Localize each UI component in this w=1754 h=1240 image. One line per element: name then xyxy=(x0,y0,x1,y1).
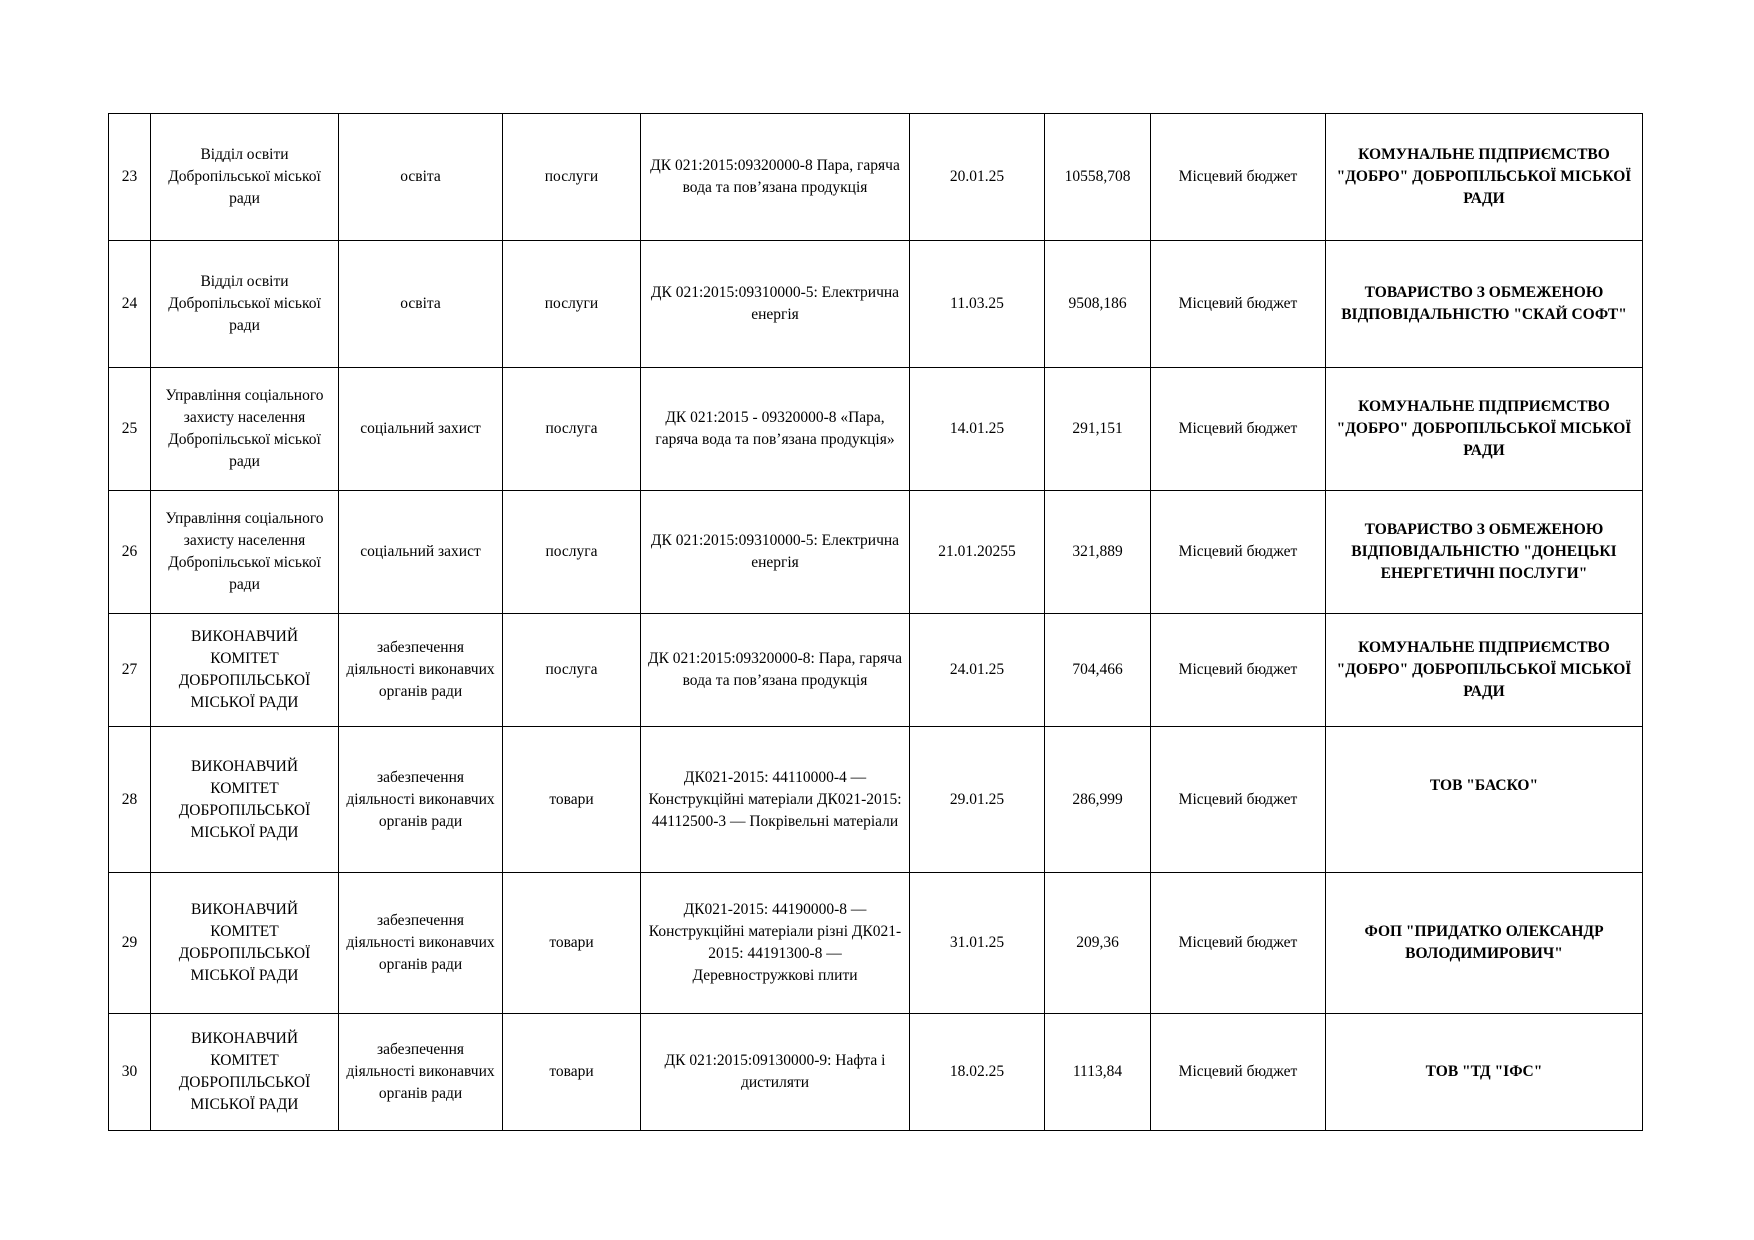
table-row xyxy=(109,873,1643,1014)
date-cell: 24.01.25 xyxy=(910,614,1045,727)
sector-cell: соціальний захист xyxy=(339,368,503,491)
table-row xyxy=(109,114,1643,241)
customer-cell: Відділ освіти Добропільської міської ради xyxy=(151,241,339,368)
supplier-cell: ТОВ "ТД "ІФС" xyxy=(1326,1014,1643,1131)
row-number: 29 xyxy=(109,873,151,1014)
amount-cell: 1113,84 xyxy=(1045,1014,1151,1131)
supplier-cell: КОМУНАЛЬНЕ ПІДПРИЄМСТВО "ДОБРО" ДОБРОПІЛЬСЬКОЇ МІСЬКОЇ РАДИ xyxy=(1326,368,1643,491)
funding-source-cell: Місцевий бюджет xyxy=(1151,727,1326,873)
row-number: 28 xyxy=(109,727,151,873)
date-cell: 20.01.25 xyxy=(910,114,1045,241)
table-row xyxy=(109,727,1643,873)
date-cell: 21.01.20255 xyxy=(910,491,1045,614)
funding-source-cell: Місцевий бюджет xyxy=(1151,368,1326,491)
table-row xyxy=(109,491,1643,614)
subject-cell: ДК021-2015: 44110000-4 — Конструкційні матеріали ДК021-2015: 44112500-3 — Покрівельні матеріали xyxy=(641,727,910,873)
supplier-cell: ТОВ "БАСКО" xyxy=(1326,727,1643,873)
sector-cell: соціальний захист xyxy=(339,491,503,614)
supplier-cell: ТОВАРИСТВО З ОБМЕЖЕНОЮ ВІДПОВІДАЛЬНІСТЮ "СКАЙ СОФТ" xyxy=(1326,241,1643,368)
funding-source-cell: Місцевий бюджет xyxy=(1151,1014,1326,1131)
procurement-type-cell: послуги xyxy=(503,114,641,241)
customer-cell: ВИКОНАВЧИЙ КОМІТЕТ ДОБРОПІЛЬСЬКОЇ МІСЬКОЇ РАДИ xyxy=(151,727,339,873)
table-row xyxy=(109,368,1643,491)
table-row xyxy=(109,241,1643,368)
customer-cell: Управління соціального захисту населення Добропільської міської ради xyxy=(151,491,339,614)
supplier-cell: КОМУНАЛЬНЕ ПІДПРИЄМСТВО "ДОБРО" ДОБРОПІЛЬСЬКОЇ МІСЬКОЇ РАДИ xyxy=(1326,114,1643,241)
supplier-cell: ТОВАРИСТВО З ОБМЕЖЕНОЮ ВІДПОВІДАЛЬНІСТЮ "ДОНЕЦЬКІ ЕНЕРГЕТИЧНІ ПОСЛУГИ" xyxy=(1326,491,1643,614)
supplier-cell: КОМУНАЛЬНЕ ПІДПРИЄМСТВО "ДОБРО" ДОБРОПІЛЬСЬКОЇ МІСЬКОЇ РАДИ xyxy=(1326,614,1643,727)
procurement-type-cell: послуга xyxy=(503,614,641,727)
procurement-table xyxy=(108,113,1643,1131)
subject-cell: ДК 021:2015:09130000-9: Нафта і дистиляти xyxy=(641,1014,910,1131)
row-number: 24 xyxy=(109,241,151,368)
sector-cell: забезпечення діяльності виконавчих органів ради xyxy=(339,614,503,727)
row-number: 30 xyxy=(109,1014,151,1131)
date-cell: 14.01.25 xyxy=(910,368,1045,491)
amount-cell: 10558,708 xyxy=(1045,114,1151,241)
amount-cell: 291,151 xyxy=(1045,368,1151,491)
subject-cell: ДК 021:2015:09320000-8 Пара, гаряча вода та пов’язана продукція xyxy=(641,114,910,241)
date-cell: 31.01.25 xyxy=(910,873,1045,1014)
sector-cell: забезпечення діяльності виконавчих органів ради xyxy=(339,1014,503,1131)
funding-source-cell: Місцевий бюджет xyxy=(1151,614,1326,727)
subject-cell: ДК 021:2015:09310000-5: Електрична енергія xyxy=(641,491,910,614)
row-number: 23 xyxy=(109,114,151,241)
amount-cell: 209,36 xyxy=(1045,873,1151,1014)
table-row xyxy=(109,614,1643,727)
row-number: 27 xyxy=(109,614,151,727)
procurement-type-cell: послуги xyxy=(503,241,641,368)
row-number: 25 xyxy=(109,368,151,491)
amount-cell: 321,889 xyxy=(1045,491,1151,614)
subject-cell: ДК 021:2015:09310000-5: Електрична енергія xyxy=(641,241,910,368)
amount-cell: 286,999 xyxy=(1045,727,1151,873)
date-cell: 18.02.25 xyxy=(910,1014,1045,1131)
customer-cell: ВИКОНАВЧИЙ КОМІТЕТ ДОБРОПІЛЬСЬКОЇ МІСЬКОЇ РАДИ xyxy=(151,873,339,1014)
procurement-type-cell: товари xyxy=(503,1014,641,1131)
procurement-type-cell: послуга xyxy=(503,368,641,491)
row-number: 26 xyxy=(109,491,151,614)
amount-cell: 9508,186 xyxy=(1045,241,1151,368)
sector-cell: освіта xyxy=(339,114,503,241)
table-row xyxy=(109,1014,1643,1131)
supplier-cell: ФОП "ПРИДАТКО ОЛЕКСАНДР ВОЛОДИМИРОВИЧ" xyxy=(1326,873,1643,1014)
sector-cell: освіта xyxy=(339,241,503,368)
amount-cell: 704,466 xyxy=(1045,614,1151,727)
funding-source-cell: Місцевий бюджет xyxy=(1151,114,1326,241)
customer-cell: Відділ освіти Добропільської міської ради xyxy=(151,114,339,241)
customer-cell: ВИКОНАВЧИЙ КОМІТЕТ ДОБРОПІЛЬСЬКОЇ МІСЬКОЇ РАДИ xyxy=(151,614,339,727)
procurement-type-cell: послуга xyxy=(503,491,641,614)
funding-source-cell: Місцевий бюджет xyxy=(1151,241,1326,368)
sector-cell: забезпечення діяльності виконавчих органів ради xyxy=(339,727,503,873)
customer-cell: Управління соціального захисту населення Добропільської міської ради xyxy=(151,368,339,491)
sector-cell: забезпечення діяльності виконавчих органів ради xyxy=(339,873,503,1014)
customer-cell: ВИКОНАВЧИЙ КОМІТЕТ ДОБРОПІЛЬСЬКОЇ МІСЬКОЇ РАДИ xyxy=(151,1014,339,1131)
procurement-type-cell: товари xyxy=(503,727,641,873)
date-cell: 29.01.25 xyxy=(910,727,1045,873)
funding-source-cell: Місцевий бюджет xyxy=(1151,491,1326,614)
subject-cell: ДК021-2015: 44190000-8 — Конструкційні матеріали різні ДК021-2015: 44191300-8 — Деревностружкові плити xyxy=(641,873,910,1014)
subject-cell: ДК 021:2015 - 09320000-8 «Пара, гаряча вода та пов’язана продукція» xyxy=(641,368,910,491)
date-cell: 11.03.25 xyxy=(910,241,1045,368)
funding-source-cell: Місцевий бюджет xyxy=(1151,873,1326,1014)
subject-cell: ДК 021:2015:09320000-8: Пара, гаряча вода та пов’язана продукція xyxy=(641,614,910,727)
procurement-type-cell: товари xyxy=(503,873,641,1014)
